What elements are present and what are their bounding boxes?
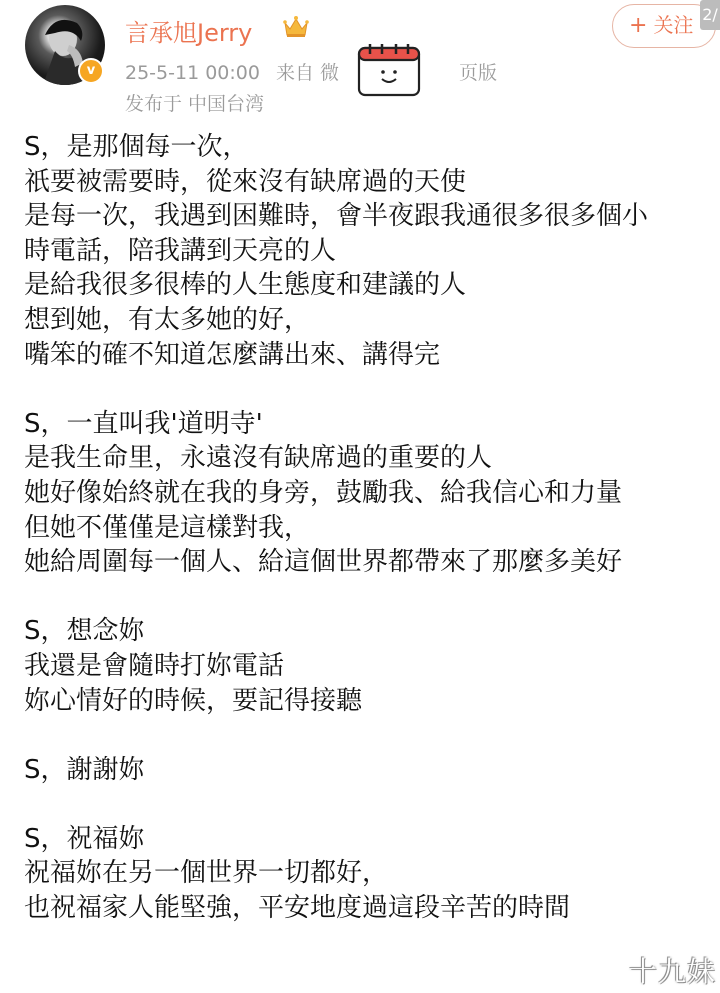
post-location: 发布于 中国台湾 — [125, 93, 265, 115]
username[interactable]: 言承旭Jerry — [125, 19, 253, 47]
timestamp[interactable]: 25-5-11 00:00 — [125, 62, 260, 84]
post-source-end: 页版 — [459, 62, 498, 84]
post-text-line: 是給我很多很棒的人生態度和建議的人 — [24, 270, 467, 301]
post-text-line: 也祝福家人能堅強，平安地度過這段辛苦的時間 — [24, 893, 571, 924]
post-text-line: 祇要被需要時，從來沒有缺席過的天使 — [24, 166, 467, 197]
watermark: 十九妹 — [629, 955, 717, 988]
post-text-line: S，一直叫我'道明寺' — [24, 408, 263, 439]
post-text-line: S，是那個每一次， — [24, 132, 249, 162]
post-source: 来自 微 — [275, 62, 339, 84]
post-text-line: 祝福妳在另一個世界一切都好， — [24, 858, 389, 889]
post-text-line: 她給周圍每一個人、給這個世界都帶來了那麼多美好 — [24, 547, 623, 578]
follow-label: 关注 — [653, 13, 694, 37]
post-blank-line — [24, 718, 714, 753]
post-blank-line — [24, 372, 714, 407]
post-text-line: 想到她，有太多她的好， — [24, 304, 311, 335]
post-text-line: 嘴笨的確不知道怎麼講出來、講得完 — [24, 339, 441, 370]
post-text-line: 但她不僅僅是這樣對我， — [24, 512, 311, 543]
post-header — [0, 0, 720, 118]
post-text-line: 妳心情好的時候，要記得接聽 — [24, 685, 363, 716]
post-text-line: S，謝謝妳 — [24, 754, 145, 785]
post-blank-line — [24, 580, 714, 615]
post-blank-line — [24, 787, 714, 822]
verified-badge-icon: v — [78, 58, 104, 84]
post-text-line: S，祝福妳 — [24, 823, 145, 854]
post-text-line: 是我生命里，永遠沒有缺席過的重要的人 — [24, 443, 493, 474]
post-text-line: 她好像始終就在我的身旁，鼓勵我、給我信心和力量 — [24, 477, 623, 508]
post-text-line: 時電話，陪我講到天亮的人 — [24, 235, 337, 266]
crown-icon — [283, 15, 309, 39]
post-meta — [125, 58, 513, 85]
post-text-line: 我還是會隨時打妳電話 — [24, 650, 285, 681]
page-indicator: 2/ — [700, 0, 720, 30]
plus-icon: + — [629, 13, 648, 38]
post-text-line: S，想念妳 — [24, 616, 145, 647]
post-text-line: 是每一次，我遇到困難時，會半夜跟我通很多很多個小 — [24, 201, 649, 232]
post-body — [24, 130, 714, 926]
calendar-smile-icon — [356, 42, 422, 98]
